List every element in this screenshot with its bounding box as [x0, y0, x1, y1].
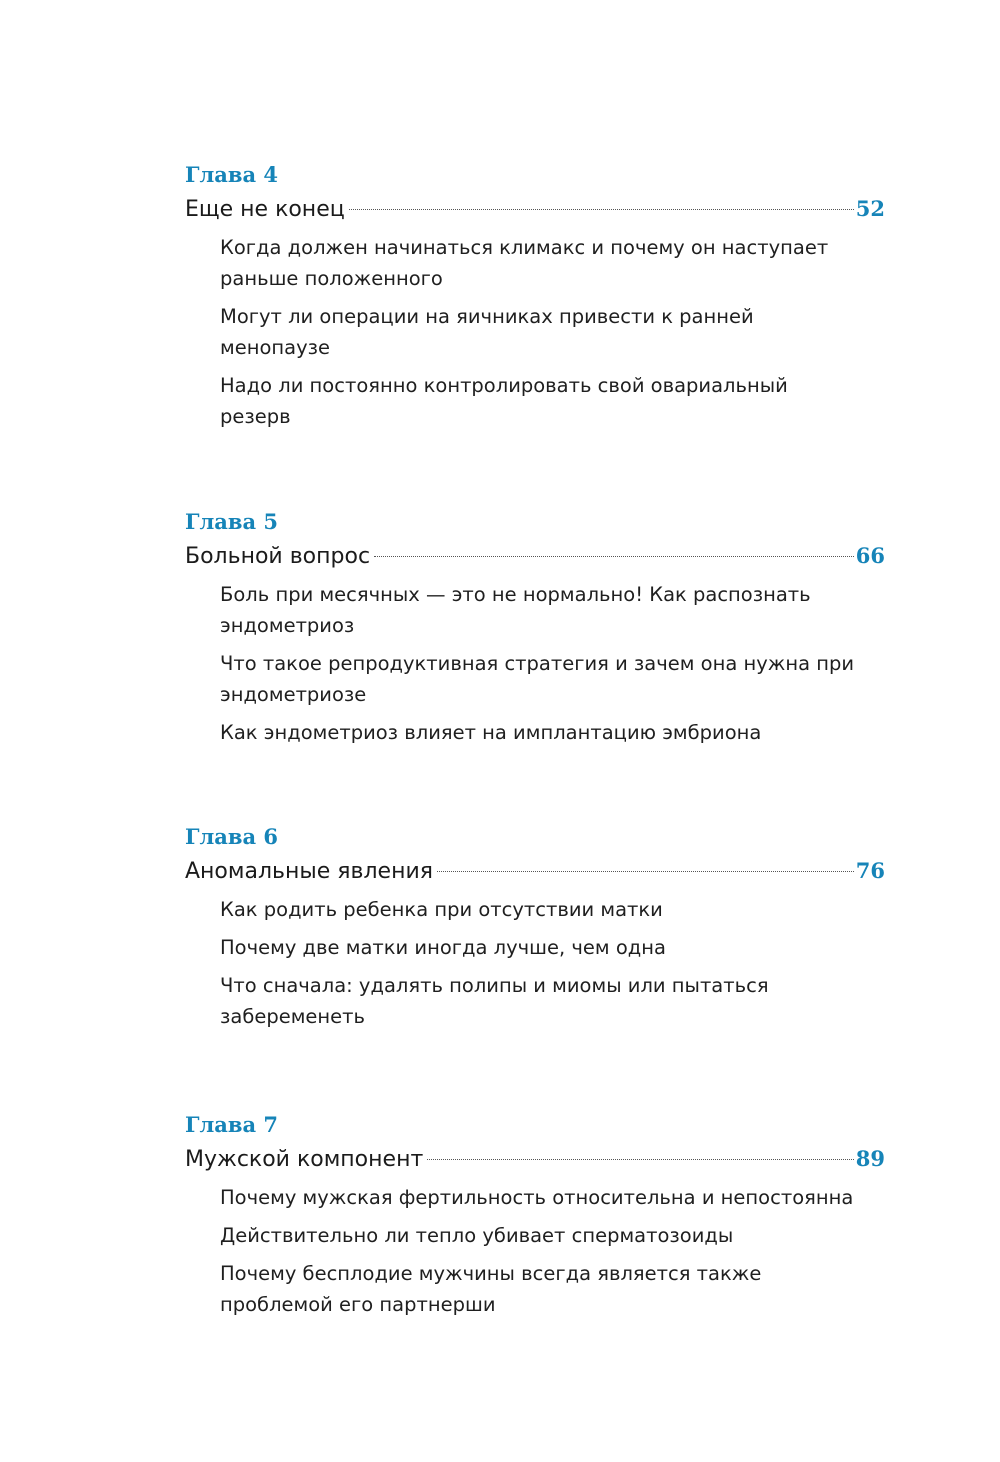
chapter-topics [220, 1182, 860, 1320]
topic-item: Действительно ли тепло убивает сперматозоиды [220, 1224, 734, 1247]
chapter-title-row[interactable] [185, 854, 885, 888]
chapter-6 [185, 822, 885, 1039]
chapter-title[interactable]: Больной вопрос [185, 544, 371, 569]
chapter-7 [185, 1110, 885, 1327]
chapter-page-number[interactable]: 89 [855, 1146, 885, 1171]
chapter-4 [185, 160, 885, 439]
chapter-page-number[interactable]: 66 [855, 543, 885, 568]
chapter-label: Глава 7 [185, 1112, 279, 1137]
chapter-topics [220, 232, 860, 432]
chapter-title-row[interactable] [185, 539, 885, 573]
topic-item: Почему мужская фертильность относительна и непостоянна [220, 1186, 854, 1209]
topic-item: Как родить ребенка при отсутствии матки [220, 898, 663, 921]
chapter-5 [185, 507, 885, 755]
dot-leader [427, 1159, 854, 1160]
topic-item: Боль при месячных — это не нормально! Как распознать эндометриоз [220, 583, 811, 637]
chapter-title-row[interactable] [185, 1142, 885, 1176]
dot-leader [349, 209, 854, 210]
chapter-page-number[interactable]: 76 [855, 858, 885, 883]
topic-item: Как эндометриоз влияет на имплантацию эмбриона [220, 721, 762, 744]
topic-item: Что сначала: удалять полипы и миомы или пытаться забеременеть [220, 974, 769, 1028]
topic-item: Когда должен начинаться климакс и почему он наступает раньше положенного [220, 236, 829, 290]
chapter-topics [220, 579, 860, 748]
chapter-title[interactable]: Еще не конец [185, 197, 345, 222]
chapter-label: Глава 6 [185, 824, 279, 849]
chapter-label: Глава 4 [185, 162, 279, 187]
chapter-title-row[interactable] [185, 192, 885, 226]
chapter-title[interactable]: Мужской компонент [185, 1147, 424, 1172]
topic-item: Что такое репродуктивная стратегия и зачем она нужна при эндометриозе [220, 652, 855, 706]
topic-item: Почему бесплодие мужчины всегда является также проблемой его партнерши [220, 1262, 762, 1316]
chapter-label: Глава 5 [185, 509, 279, 534]
topic-item: Почему две матки иногда лучше, чем одна [220, 936, 666, 959]
topic-item: Надо ли постоянно контролировать свой овариальный резерв [220, 374, 788, 428]
dot-leader [374, 556, 854, 557]
chapter-title[interactable]: Аномальные явления [185, 859, 433, 884]
dot-leader [437, 871, 854, 872]
chapter-page-number[interactable]: 52 [855, 196, 885, 221]
topic-item: Могут ли операции на яичниках привести к ранней менопаузе [220, 305, 754, 359]
chapter-topics [220, 894, 860, 1032]
